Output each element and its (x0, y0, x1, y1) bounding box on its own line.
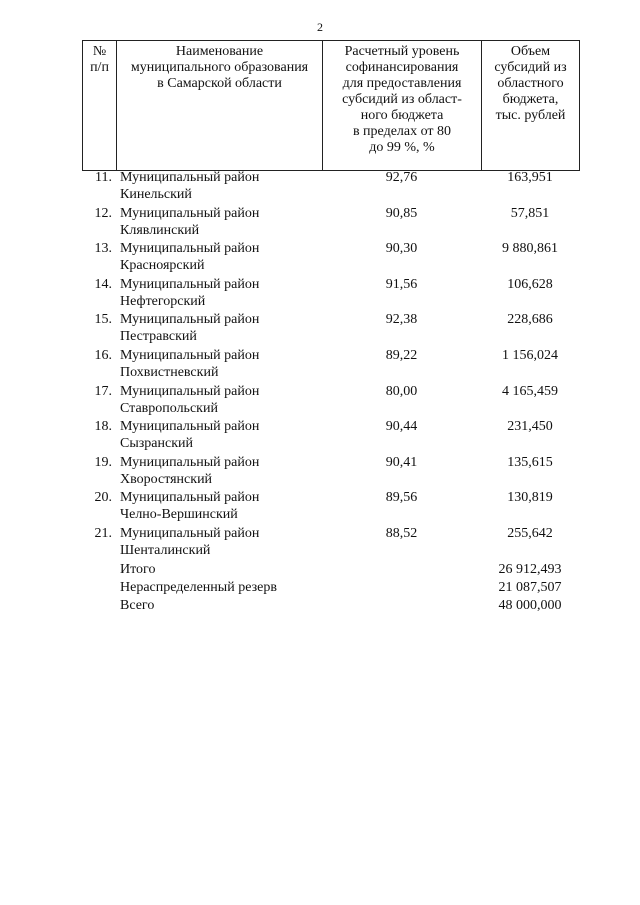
row-municipality-line2: Хворостянский (120, 471, 213, 487)
row-municipality-line1: Муниципальный район (120, 347, 260, 363)
row-municipality (116, 383, 322, 419)
row-municipality-line2: Пестравский (120, 329, 197, 345)
row-volume: 57,851 (510, 205, 550, 221)
row-municipality (116, 169, 322, 205)
row-municipality (116, 454, 322, 490)
row-municipality (116, 276, 322, 312)
total-label: Нераспределенный резерв (120, 579, 277, 595)
row-rate: 89,22 (385, 347, 418, 363)
row-number: 20. (94, 490, 112, 506)
row-number: 17. (94, 383, 112, 399)
row-municipality (116, 525, 322, 561)
row-municipality-line1: Муниципальный район (120, 419, 260, 435)
row-number: 14. (94, 276, 112, 292)
row-rate: 92,38 (385, 312, 418, 328)
total-spacer (82, 597, 116, 615)
row-volume: 135,615 (507, 454, 553, 470)
header-volume: Объем субсидий из областного бюджета, тыс. рублей (482, 41, 580, 171)
table-body (82, 169, 579, 615)
row-number: 16. (94, 347, 112, 363)
row-number: 15. (94, 312, 112, 328)
row-rate: 90,30 (385, 241, 418, 257)
row-rate: 92,76 (385, 170, 418, 185)
row-municipality-line1: Муниципальный район (120, 454, 260, 470)
total-rate-empty (322, 561, 481, 579)
row-number: 13. (94, 241, 112, 257)
total-rate-empty (322, 579, 481, 597)
row-municipality (116, 311, 322, 347)
total-row (82, 597, 579, 615)
total-value: 48 000,000 (498, 597, 562, 613)
row-municipality-line1: Муниципальный район (120, 490, 260, 506)
row-number: 19. (94, 454, 112, 470)
table-row (82, 454, 579, 490)
table-row (82, 418, 579, 454)
row-municipality-line2: Ставропольский (120, 400, 218, 416)
row-municipality-line1: Муниципальный район (120, 205, 260, 221)
table-row (82, 240, 579, 276)
row-volume: 163,951 (507, 170, 553, 185)
row-municipality-line2: Клявлинский (120, 222, 200, 238)
row-volume: 228,686 (507, 312, 553, 328)
row-rate: 88,52 (385, 525, 418, 541)
total-label: Итого (120, 561, 156, 577)
row-number: 11. (95, 170, 112, 185)
row-municipality-line2: Челно-Вершинский (120, 507, 238, 523)
header-name: Наименование муниципального образования в Самарской области (117, 41, 323, 171)
total-rate-empty (322, 597, 481, 615)
row-volume: 106,628 (507, 276, 553, 292)
row-municipality-line1: Муниципальный район (120, 241, 260, 257)
row-municipality-line1: Муниципальный район (120, 170, 260, 185)
row-number: 12. (94, 205, 112, 221)
row-volume: 1 156,024 (502, 347, 558, 363)
row-rate: 90,44 (385, 419, 418, 435)
table-row (82, 205, 579, 241)
header-row (83, 41, 580, 171)
table-row (82, 525, 579, 561)
row-municipality-line2: Кинельский (120, 187, 192, 202)
total-spacer (82, 561, 116, 579)
row-volume: 9 880,861 (502, 241, 558, 257)
row-rate: 89,56 (385, 490, 418, 506)
total-value: 21 087,507 (498, 579, 562, 595)
header-num: № п/п (83, 41, 117, 171)
row-number: 18. (94, 419, 112, 435)
table-row (82, 383, 579, 419)
row-municipality (116, 489, 322, 525)
row-municipality (116, 418, 322, 454)
table-row (82, 169, 579, 205)
row-municipality-line1: Муниципальный район (120, 312, 260, 328)
row-municipality (116, 347, 322, 383)
row-municipality-line2: Шенталинский (120, 542, 211, 558)
row-municipality (116, 240, 322, 276)
row-volume: 4 165,459 (502, 383, 558, 399)
table-header (82, 40, 580, 171)
page-number: 2 (317, 20, 323, 34)
table-row (82, 489, 579, 525)
row-rate: 80,00 (385, 383, 418, 399)
row-number: 21. (94, 525, 112, 541)
table-row (82, 347, 579, 383)
total-row (82, 561, 579, 579)
row-municipality-line2: Сызранский (120, 436, 193, 452)
table-row (82, 311, 579, 347)
row-rate: 91,56 (385, 276, 418, 292)
row-municipality (116, 205, 322, 241)
total-row (82, 579, 579, 597)
row-rate: 90,85 (385, 205, 418, 221)
table-row (82, 276, 579, 312)
row-municipality-line2: Красноярский (120, 258, 205, 274)
row-volume: 130,819 (507, 490, 553, 506)
row-municipality-line2: Похвистневский (120, 364, 219, 380)
row-municipality-line1: Муниципальный район (120, 383, 260, 399)
row-municipality-line2: Нефтегорский (120, 293, 206, 309)
total-label: Всего (120, 597, 155, 613)
row-municipality-line1: Муниципальный район (120, 276, 260, 292)
row-rate: 90,41 (385, 454, 418, 470)
total-value: 26 912,493 (498, 561, 562, 577)
row-municipality-line1: Муниципальный район (120, 525, 260, 541)
row-volume: 255,642 (507, 525, 553, 541)
total-spacer (82, 579, 116, 597)
row-volume: 231,450 (507, 419, 553, 435)
header-rate: Расчетный уровень софинансирования для предоставления субсидий из област- ного бюджета в пределах от 80 до 99 %, % (323, 41, 482, 171)
